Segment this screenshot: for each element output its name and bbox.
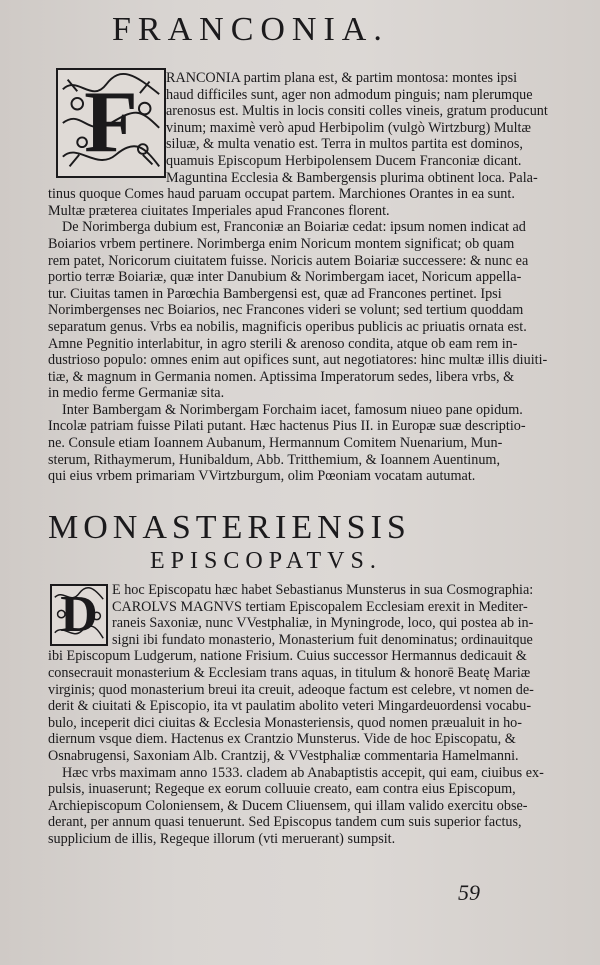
text-line: RANCONIA partim plana est, & partim montosa: montes ipsi [166, 70, 518, 86]
section-subtitle-episcopatus: EPISCOPATVS. [150, 548, 382, 574]
text-line: vinum; maximè verò apud Herbipolim (vulgò Wirtzburg) Multæ [166, 119, 531, 136]
text-line: consecrauit monasterium & Ecclesiam trans aquas, in titulum & honorē Beatę Mariæ [48, 664, 531, 681]
text-line: qui eius vrbem primariam VVirtzburgum, olim Pœoniam vocatam autumat. [48, 468, 476, 485]
text-line: arenosus est. Multis in locis consiti colles vineis, gratum producunt [166, 103, 548, 120]
text-line: raneis Saxoniæ, nunc VVestphaliæ, in Myningrode, loco, qui postea ab in- [112, 615, 534, 632]
text-line: quamuis Episcopum Herbipolensem Ducem Franconiæ dicant. [166, 152, 522, 169]
text-line: tur. Ciuitas tamen in Parœchia Bambergensi est, quæ ad Francones pertinet. Ipsi [48, 285, 502, 302]
text-line: sterum, Rithaymerum, Hunibaldum, Abb. Tritthemium, & Ioannem Auentinum, [48, 451, 501, 468]
text-line: tiæ, & magnum in Germania nomen. Aptissima Imperatorum sedes, libera vrbs, & [48, 368, 515, 385]
text-line: Incolæ patriam fuisse Pilati putant. Hæc hactenus Pius II. in Europæ suæ descriptio- [48, 418, 526, 435]
text-line: Multæ præterea ciuitates Imperiales apud Francones florent. [48, 202, 390, 219]
initial-letter-f: F [84, 74, 138, 171]
text-line: CAROLVS MAGNVS tertiam Episcopalem Ecclesiam erexit in Mediter- [112, 598, 528, 615]
text-line: Archiepiscopum Coloniensem, & Ducem Cliuensem, qui illam valido exercitu obse- [48, 797, 528, 814]
text-line: dustrioso populo: omnes enim aut opifices sunt, aut negotiatores: hinc multæ illis diuiti- [48, 352, 548, 369]
text-line: in medio ferme Germaniæ sita. [48, 385, 225, 402]
text-line: tinus quoque Comes haud paruam occupat partem. Marchiones Orantes in ea sunt. [48, 186, 515, 203]
text-line: siluæ, & multa venatio est. Terra in multos partita est dominos, [166, 136, 523, 153]
text-line: Osnabrugensi, Saxoniam Alb. Crantzij, & VVestphaliæ commentaria Hamelmanni. [48, 747, 519, 764]
initial-letter-d: D [60, 586, 98, 643]
text-line: diernum vsque diem. Hactenus ex Crantzio Munsterus. Vide de hoc Episcopatu, & [48, 731, 516, 748]
text-line: haud difficiles sunt, ager non admodum pinguis; nam plerumque [166, 86, 533, 103]
page-number: 59 [458, 880, 480, 905]
text-line: ne. Consule etiam Ioannem Aubanum, Hermannum Comitem Nuenarium, Mun- [48, 435, 503, 452]
text-line: rem patet, Noricorum ciuitatem fuisse. Noricis autem Boiariæ successere: & nunc ea [48, 252, 529, 269]
text-line: E hoc Episcopatu hæc habet Sebastianus Munsterus in sua Cosmographia: [112, 582, 534, 598]
text-line: De Norimberga dubium est, Franconiæ an Boiariæ cedat: ipsum nomen indicat ad [62, 219, 526, 236]
monasteriensis-text [48, 582, 568, 848]
text-line: separatum genus. Vrbs ea nobilis, magnificis operibus publicis ac priuatis ornata est. [48, 318, 527, 335]
section-title-franconia: FRANCONIA. [112, 11, 389, 48]
text-line: Amne Pegnitio interlabitur, in agro sterili & arenoso condita, atque ob eam rem in- [48, 335, 518, 352]
text-line: bulo, inceperit dici ciuitas & Ecclesia Monasteriensis, quod nomen præualuit in ho- [48, 714, 522, 731]
text-line: derant, per annum quasi tenuerunt. Sed Episcopus tandem cum suis superior factus, [48, 814, 522, 831]
text-line: portio terræ Boiariæ, quæ inter Danubium & Norimbergam iacet, Noricum appella- [48, 269, 522, 286]
text-line: derit & ciuitati & Episcopio, ita vt paulatim abolito veteri Mingardeuordensi vocabu- [48, 698, 532, 715]
text-line: Hæc vrbs maximam anno 1533. cladem ab Anabaptistis accepit, qui eam, ciuibus ex- [62, 764, 544, 781]
text-line: Inter Bambergam & Norimbergam Forchaim iacet, famosum niueo pane opidum. [62, 401, 523, 418]
text-line: signi ibi fundato monasterio, Monasterium fuit denominatus; ordinauitque [112, 631, 533, 648]
text-line: supplicium de illis, Regeque illorum (vti meruerant) sumpsit. [48, 830, 396, 847]
text-line: Maguntina Ecclesia & Bambergensis plurima obtinent loca. Pala- [166, 169, 538, 186]
franconia-text [48, 70, 568, 485]
text-line: Boiarios vrbem pertinere. Norimberga enim Noricum montem significat; ob quam [48, 235, 515, 252]
text-line: Norimbergenses nec Boiarios, nec Francones videri se volunt; sed tertium quoddam [48, 302, 524, 319]
section-title-monasteriensis: MONASTERIENSIS [48, 509, 411, 546]
text-line: ibi Episcopum Ludgerum, natione Frisium. Cuius successor Hermannus dedicauit & [48, 648, 527, 665]
text-line: pulsis, inuaserunt; Regeque ex eorum colluuie creato, eam contra eius Episcopum, [48, 781, 516, 798]
text-line: virginis; quod monasterium breui ita creuit, adeoque factum est celebre, vt nomen de- [48, 681, 534, 698]
